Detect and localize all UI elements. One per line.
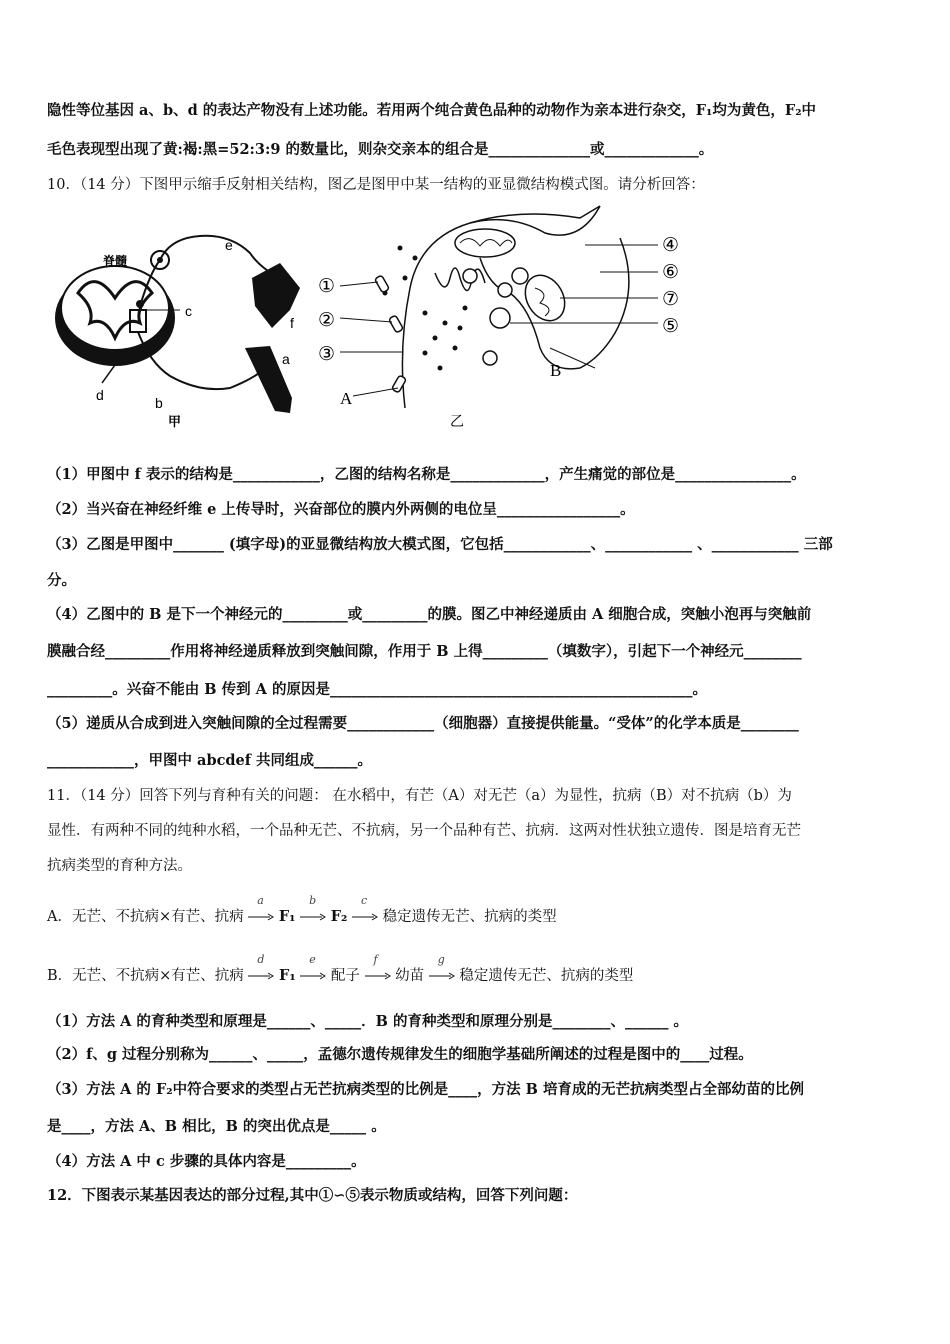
figure-jia-caption: 甲 — [168, 414, 182, 429]
arrow-step-b: b — [300, 905, 326, 925]
method-a-f2: F₂ — [330, 908, 348, 925]
q10-part3-a: （3）乙图是甲图中_______ (填字母)的亚显微结构放大模式图，它包括____________、____________ 、____________ 三部 — [47, 536, 833, 553]
q10-part4-b: 膜融合经_________作用将神经递质释放到突触间隙，作用于 B 上得_________（填数字），引起下一个神经元________ — [47, 643, 802, 660]
method-b-flow — [47, 953, 634, 986]
label-4: ④ — [662, 234, 680, 256]
label-1: ① — [318, 275, 336, 297]
arrow-step-d: d — [248, 964, 274, 984]
label-A: A — [340, 389, 353, 408]
label-B: B — [550, 361, 562, 380]
method-b-seedling: 幼苗 — [395, 968, 425, 984]
method-a-flow — [47, 894, 557, 927]
reflex-figure — [40, 198, 910, 438]
question-11-stem: 抗病类型的育种方法。 — [47, 858, 192, 874]
label-c: c — [185, 303, 192, 319]
label-f: f — [290, 315, 294, 331]
label-e: e — [225, 237, 233, 253]
method-a-prefix: A．无芒、不抗病×有芒、抗病 — [47, 909, 244, 925]
question-12-stem: 12．下图表示某基因表达的部分过程,其中①∽⑤表示物质或结构，回答下列问题： — [47, 1187, 578, 1204]
q11-part2: （2）f、g 过程分别称为______、_____，孟德尔遗传规律发生的细胞学基础所阐述的过程是图中的____过程。 — [47, 1046, 753, 1063]
method-a-result: 稳定遗传无芒、抗病的类型 — [382, 909, 557, 925]
method-b-result: 稳定遗传无芒、抗病的类型 — [459, 968, 634, 984]
label-5: ⑤ — [662, 315, 680, 337]
reflex-synapse-diagram — [40, 198, 910, 438]
q11-part1: （1）方法 A 的育种类型和原理是______、_____．B 的育种类型和原理分别是________、______ 。 — [47, 1013, 689, 1030]
q11-part3-b: 是____，方法 A、B 相比，B 的突出优点是_____ 。 — [47, 1118, 386, 1135]
label-7: ⑦ — [662, 288, 680, 310]
label-2: ② — [318, 309, 336, 331]
q11-part3-a: （3）方法 A 的 F₂中符合要求的类型占无芒抗病类型的比例是____，方法 B 培育成的无芒抗病类型占全部幼苗的比例 — [47, 1081, 804, 1098]
method-b-f1: F₁ — [279, 967, 296, 984]
label-6: ⑥ — [662, 261, 680, 283]
q11-part4: （4）方法 A 中 c 步骤的具体内容是_________。 — [47, 1153, 366, 1170]
arrow-step-a: a — [248, 905, 274, 925]
figure-yi-caption: 乙 — [450, 415, 464, 430]
spinal-cord-label: 脊髓 — [103, 254, 128, 268]
label-3: ③ — [318, 343, 336, 365]
question-11-stem: 11．（14 分）回答下列与育种有关的问题： 在水稻中，有芒（A）对无芒（a）为显性，抗病（B）对不抗病（b）为 — [47, 788, 792, 804]
method-b-prefix: B．无芒、不抗病×有芒、抗病 — [47, 968, 244, 984]
q10-part5-b: ____________，甲图中 abcdef 共同组成______。 — [47, 752, 373, 769]
q10-part5-a: （5）递质从合成到进入突触间隙的全过程需要____________（细胞器）直接提供能量。“受体”的化学本质是________ — [47, 715, 799, 732]
text-line: 隐性等位基因 a、b、d 的表达产物没有上述功能。若用两个纯合黄色品种的动物作为亲本进行杂交，F₁均为黄色，F₂中 — [47, 102, 817, 119]
arrow-step-f: f — [365, 964, 391, 984]
label-d: d — [96, 387, 104, 403]
arrow-step-e: e — [300, 964, 326, 984]
text-line: 毛色表现型出现了黄:褐:黑=52:3:9 的数量比，则杂交亲本的组合是______________或_____________。 — [47, 141, 714, 158]
arrow-step-c: c — [352, 905, 378, 925]
label-b: b — [155, 395, 163, 411]
method-a-f1: F₁ — [278, 908, 296, 925]
q10-part4-c: _________。兴奋不能由 B 传到 A 的原因是__________________________________________________。 — [47, 681, 707, 698]
q10-part3-b: 分。 — [47, 572, 76, 589]
question-11-stem: 显性．有两种不同的纯种水稻，一个品种无芒、不抗病，另一个品种有芒、抗病．这两对性状独立遗传．图是培育无芒 — [47, 823, 801, 839]
question-10-stem: 10．（14 分）下图甲示缩手反射相关结构，图乙是图甲中某一结构的亚显微结构模式图。请分析回答： — [47, 177, 705, 193]
q10-part4-a: （4）乙图中的 B 是下一个神经元的_________或_________的膜。图乙中神经递质由 A 细胞合成，突触小泡再与突触前 — [47, 606, 812, 623]
arrow-step-g: g — [429, 964, 455, 984]
method-b-gamete: 配子 — [330, 968, 360, 984]
q10-part2: （2）当兴奋在神经纤维 e 上传导时，兴奋部位的膜内外两侧的电位呈_________________。 — [47, 501, 635, 518]
q10-part1: （1）甲图中 f 表示的结构是____________，乙图的结构名称是_____________，产生痛觉的部位是________________。 — [47, 466, 806, 483]
label-a: a — [282, 351, 290, 367]
